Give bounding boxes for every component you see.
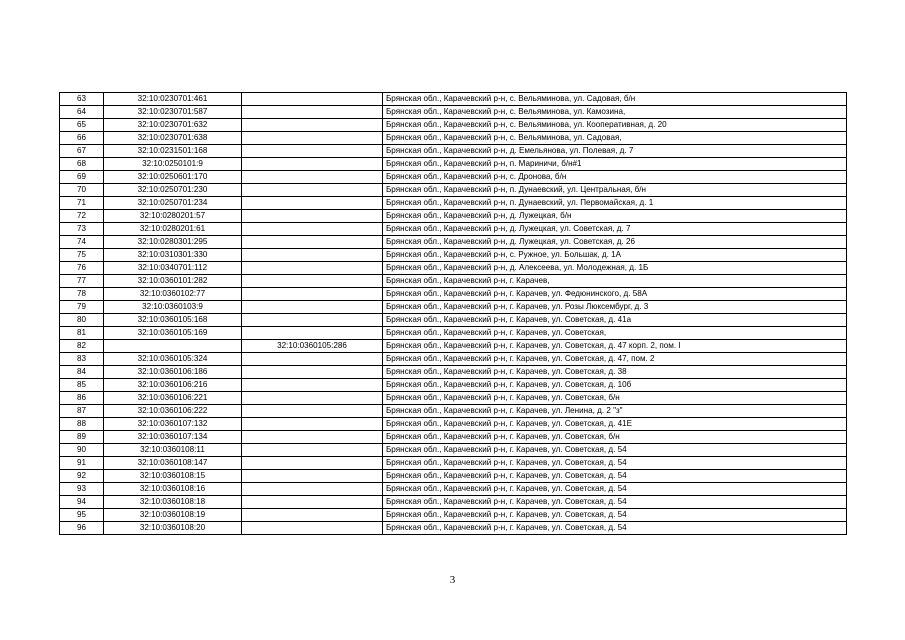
address-cell: Брянская обл., Карачевский р-н, г. Карачев, ул. Федюнинского, д. 58А [383, 288, 847, 301]
row-number-cell: 94 [60, 496, 104, 509]
cadastral-number-cell: 32:10:0360106:216 [104, 379, 242, 392]
address-cell: Брянская обл., Карачевский р-н, д. Лужецкая, б/н [383, 210, 847, 223]
cadastral-number-alt-cell [242, 353, 383, 366]
address-cell: Брянская обл., Карачевский р-н, г. Карачев, ул. Советская, д. 38 [383, 366, 847, 379]
cadastral-number-alt-cell [242, 444, 383, 457]
cadastral-number-alt-cell [242, 171, 383, 184]
cadastral-number-cell: 32:10:0360106:221 [104, 392, 242, 405]
cadastral-number-alt-cell [242, 236, 383, 249]
cadastral-number-cell: 32:10:0250601:170 [104, 171, 242, 184]
cadastral-number-alt-cell [242, 327, 383, 340]
row-number-cell: 72 [60, 210, 104, 223]
cadastral-number-cell: 32:10:0360108:19 [104, 509, 242, 522]
address-cell: Брянская обл., Карачевский р-н, г. Карачев, ул. Советская, д. 41а [383, 314, 847, 327]
cadastral-number-alt-cell [242, 106, 383, 119]
row-number-cell: 78 [60, 288, 104, 301]
cadastral-number-alt-cell [242, 145, 383, 158]
table-row [60, 210, 847, 223]
address-cell: Брянская обл., Карачевский р-н, с. Вельяминова, ул. Кооперативная, д. 20 [383, 119, 847, 132]
address-cell: Брянская обл., Карачевский р-н, г. Карачев, ул. Советская, [383, 327, 847, 340]
row-number-cell: 91 [60, 457, 104, 470]
cadastral-number-alt-cell [242, 249, 383, 262]
row-number-cell: 70 [60, 184, 104, 197]
table-row [60, 379, 847, 392]
table-row [60, 236, 847, 249]
row-number-cell: 63 [60, 93, 104, 106]
table-row [60, 522, 847, 535]
cadastral-number-alt-cell [242, 223, 383, 236]
cadastral-number-alt-cell [242, 496, 383, 509]
cadastral-number-alt-cell [242, 184, 383, 197]
cadastral-number-cell: 32:10:0231501:168 [104, 145, 242, 158]
address-cell: Брянская обл., Карачевский р-н, с. Вельяминова, ул. Садовая, б/н [383, 93, 847, 106]
address-cell: Брянская обл., Карачевский р-н, г. Карачев, ул. Советская, д. 54 [383, 522, 847, 535]
table-row [60, 288, 847, 301]
table-row [60, 262, 847, 275]
address-cell: Брянская обл., Карачевский р-н, п. Дунаевский, ул. Центральная, б/н [383, 184, 847, 197]
address-cell: Брянская обл., Карачевский р-н, п. Мариничи, б/н#1 [383, 158, 847, 171]
cadastral-number-cell: 32:10:0280201:57 [104, 210, 242, 223]
row-number-cell: 92 [60, 470, 104, 483]
table-row [60, 275, 847, 288]
table-row [60, 496, 847, 509]
cadastral-number-cell: 32:10:0250701:234 [104, 197, 242, 210]
cadastral-number-alt-cell [242, 366, 383, 379]
cadastral-number-alt-cell [242, 418, 383, 431]
table-row [60, 171, 847, 184]
cadastral-number-cell: 32:10:0310301:330 [104, 249, 242, 262]
row-number-cell: 69 [60, 171, 104, 184]
address-cell: Брянская обл., Карачевский р-н, г. Карачев, ул. Советская, д. 41Е [383, 418, 847, 431]
cadastral-number-alt-cell [242, 392, 383, 405]
table-row [60, 431, 847, 444]
cadastral-number-alt-cell [242, 405, 383, 418]
table-row [60, 366, 847, 379]
table-row [60, 392, 847, 405]
address-cell: Брянская обл., Карачевский р-н, г. Карачев, ул. Советская, д. 47 корп. 2, пом. I [383, 340, 847, 353]
cadastral-number-alt-cell [242, 93, 383, 106]
cadastral-number-cell: 32:10:0230701:632 [104, 119, 242, 132]
address-cell: Брянская обл., Карачевский р-н, г. Карачев, ул. Советская, д. 54 [383, 470, 847, 483]
row-number-cell: 87 [60, 405, 104, 418]
cadastral-number-cell: 32:10:0360101:282 [104, 275, 242, 288]
row-number-cell: 90 [60, 444, 104, 457]
cadastral-number-alt-cell [242, 509, 383, 522]
address-cell: Брянская обл., Карачевский р-н, г. Карачев, ул. Ленина, д. 2 "з" [383, 405, 847, 418]
cadastral-number-alt-cell [242, 314, 383, 327]
row-number-cell: 85 [60, 379, 104, 392]
table-row [60, 145, 847, 158]
cadastral-number-cell: 32:10:0250101:9 [104, 158, 242, 171]
cadastral-number-cell: 32:10:0360105:168 [104, 314, 242, 327]
row-number-cell: 71 [60, 197, 104, 210]
row-number-cell: 73 [60, 223, 104, 236]
cadastral-number-cell: 32:10:0360106:222 [104, 405, 242, 418]
cadastral-number-cell: 32:10:0360106:186 [104, 366, 242, 379]
table-row [60, 470, 847, 483]
cadastral-number-cell: 32:10:0360108:18 [104, 496, 242, 509]
address-cell: Брянская обл., Карачевский р-н, г. Карачев, ул. Советская, д. 54 [383, 483, 847, 496]
table-row [60, 509, 847, 522]
address-cell: Брянская обл., Карачевский р-н, г. Карачев, ул. Советская, д. 54 [383, 457, 847, 470]
table-body [60, 93, 847, 535]
row-number-cell: 68 [60, 158, 104, 171]
page-number: 3 [449, 574, 456, 586]
row-number-cell: 79 [60, 301, 104, 314]
address-cell: Брянская обл., Карачевский р-н, г. Карачев, ул. Советская, д. 54 [383, 496, 847, 509]
table-row [60, 158, 847, 171]
address-cell: Брянская обл., Карачевский р-н, с. Вельяминова, ул. Камозина, [383, 106, 847, 119]
cadastral-number-alt-cell [242, 431, 383, 444]
cadastral-number-alt-cell: 32:10:0360105:286 [242, 340, 383, 353]
table-row [60, 119, 847, 132]
row-number-cell: 65 [60, 119, 104, 132]
row-number-cell: 66 [60, 132, 104, 145]
address-cell: Брянская обл., Карачевский р-н, г. Карачев, ул. Советская, д. 10б [383, 379, 847, 392]
address-cell: Брянская обл., Карачевский р-н, г. Карачев, [383, 275, 847, 288]
cadastral-number-cell: 32:10:0360103:9 [104, 301, 242, 314]
table-row [60, 93, 847, 106]
row-number-cell: 74 [60, 236, 104, 249]
address-cell: Брянская обл., Карачевский р-н, г. Карачев, ул. Советская, б/н [383, 431, 847, 444]
table-row [60, 353, 847, 366]
cadastral-number-alt-cell [242, 132, 383, 145]
cadastral-number-cell: 32:10:0280201:61 [104, 223, 242, 236]
table-row [60, 184, 847, 197]
cadastral-number-alt-cell [242, 119, 383, 132]
row-number-cell: 67 [60, 145, 104, 158]
table-row [60, 249, 847, 262]
table-row [60, 197, 847, 210]
cadastral-number-cell: 32:10:0360102:77 [104, 288, 242, 301]
table-row [60, 106, 847, 119]
address-cell: Брянская обл., Карачевский р-н, г. Карачев, ул. Советская, д. 54 [383, 509, 847, 522]
table-row [60, 444, 847, 457]
cadastral-number-alt-cell [242, 379, 383, 392]
address-cell: Брянская обл., Карачевский р-н, с. Вельяминова, ул. Садовая, [383, 132, 847, 145]
cadastral-number-cell: 32:10:0230701:461 [104, 93, 242, 106]
address-cell: Брянская обл., Карачевский р-н, д. Алексеева, ул. Молодежная, д. 1Б [383, 262, 847, 275]
table-row [60, 223, 847, 236]
address-cell: Брянская обл., Карачевский р-н, г. Карачев, ул. Советская, б/н [383, 392, 847, 405]
row-number-cell: 76 [60, 262, 104, 275]
cadastral-number-alt-cell [242, 301, 383, 314]
row-number-cell: 95 [60, 509, 104, 522]
cadastral-number-cell: 32:10:0360107:132 [104, 418, 242, 431]
cadastral-number-cell: 32:10:0360105:169 [104, 327, 242, 340]
row-number-cell: 89 [60, 431, 104, 444]
row-number-cell: 96 [60, 522, 104, 535]
cadastral-number-alt-cell [242, 275, 383, 288]
address-cell: Брянская обл., Карачевский р-н, д. Лужецкая, ул. Советская, д. 26 [383, 236, 847, 249]
property-registry-table [59, 92, 847, 535]
table-row [60, 405, 847, 418]
row-number-cell: 86 [60, 392, 104, 405]
cadastral-number-cell: 32:10:0360108:20 [104, 522, 242, 535]
row-number-cell: 81 [60, 327, 104, 340]
cadastral-number-cell: 32:10:0230701:638 [104, 132, 242, 145]
cadastral-number-alt-cell [242, 210, 383, 223]
cadastral-number-cell: 32:10:0360108:16 [104, 483, 242, 496]
cadastral-number-alt-cell [242, 522, 383, 535]
cadastral-number-cell: 32:10:0360108:147 [104, 457, 242, 470]
table-row [60, 132, 847, 145]
table-row [60, 301, 847, 314]
cadastral-number-cell: 32:10:0230701:587 [104, 106, 242, 119]
cadastral-number-alt-cell [242, 262, 383, 275]
address-cell: Брянская обл., Карачевский р-н, г. Карачев, ул. Советская, д. 54 [383, 444, 847, 457]
cadastral-number-cell [104, 340, 242, 353]
cadastral-number-alt-cell [242, 483, 383, 496]
row-number-cell: 75 [60, 249, 104, 262]
table-row [60, 483, 847, 496]
row-number-cell: 83 [60, 353, 104, 366]
row-number-cell: 82 [60, 340, 104, 353]
cadastral-number-alt-cell [242, 288, 383, 301]
cadastral-number-alt-cell [242, 197, 383, 210]
address-cell: Брянская обл., Карачевский р-н, г. Карачев, ул. Советская, д. 47, пом. 2 [383, 353, 847, 366]
row-number-cell: 77 [60, 275, 104, 288]
address-cell: Брянская обл., Карачевский р-н, п. Дунаевский, ул. Первомайская, д. 1 [383, 197, 847, 210]
address-cell: Брянская обл., Карачевский р-н, с. Ружное, ул. Большак, д. 1А [383, 249, 847, 262]
cadastral-number-cell: 32:10:0360108:15 [104, 470, 242, 483]
cadastral-number-cell: 32:10:0340701:112 [104, 262, 242, 275]
table-row [60, 457, 847, 470]
cadastral-number-cell: 32:10:0250701:230 [104, 184, 242, 197]
cadastral-number-alt-cell [242, 457, 383, 470]
row-number-cell: 84 [60, 366, 104, 379]
address-cell: Брянская обл., Карачевский р-н, д. Лужецкая, ул. Советская, д. 7 [383, 223, 847, 236]
cadastral-number-cell: 32:10:0360107:134 [104, 431, 242, 444]
table-row [60, 340, 847, 353]
cadastral-number-cell: 32:10:0360105:324 [104, 353, 242, 366]
row-number-cell: 88 [60, 418, 104, 431]
table-row [60, 314, 847, 327]
table-row [60, 327, 847, 340]
cadastral-number-alt-cell [242, 158, 383, 171]
row-number-cell: 64 [60, 106, 104, 119]
cadastral-number-cell: 32:10:0280301:295 [104, 236, 242, 249]
row-number-cell: 80 [60, 314, 104, 327]
address-cell: Брянская обл., Карачевский р-н, д. Емельянова, ул. Полевая, д. 7 [383, 145, 847, 158]
address-cell: Брянская обл., Карачевский р-н, г. Карачев, ул. Розы Люксембург, д. 3 [383, 301, 847, 314]
row-number-cell: 93 [60, 483, 104, 496]
table-row [60, 418, 847, 431]
cadastral-number-alt-cell [242, 470, 383, 483]
cadastral-number-cell: 32:10:0360108:11 [104, 444, 242, 457]
address-cell: Брянская обл., Карачевский р-н, с. Дронова, б/н [383, 171, 847, 184]
